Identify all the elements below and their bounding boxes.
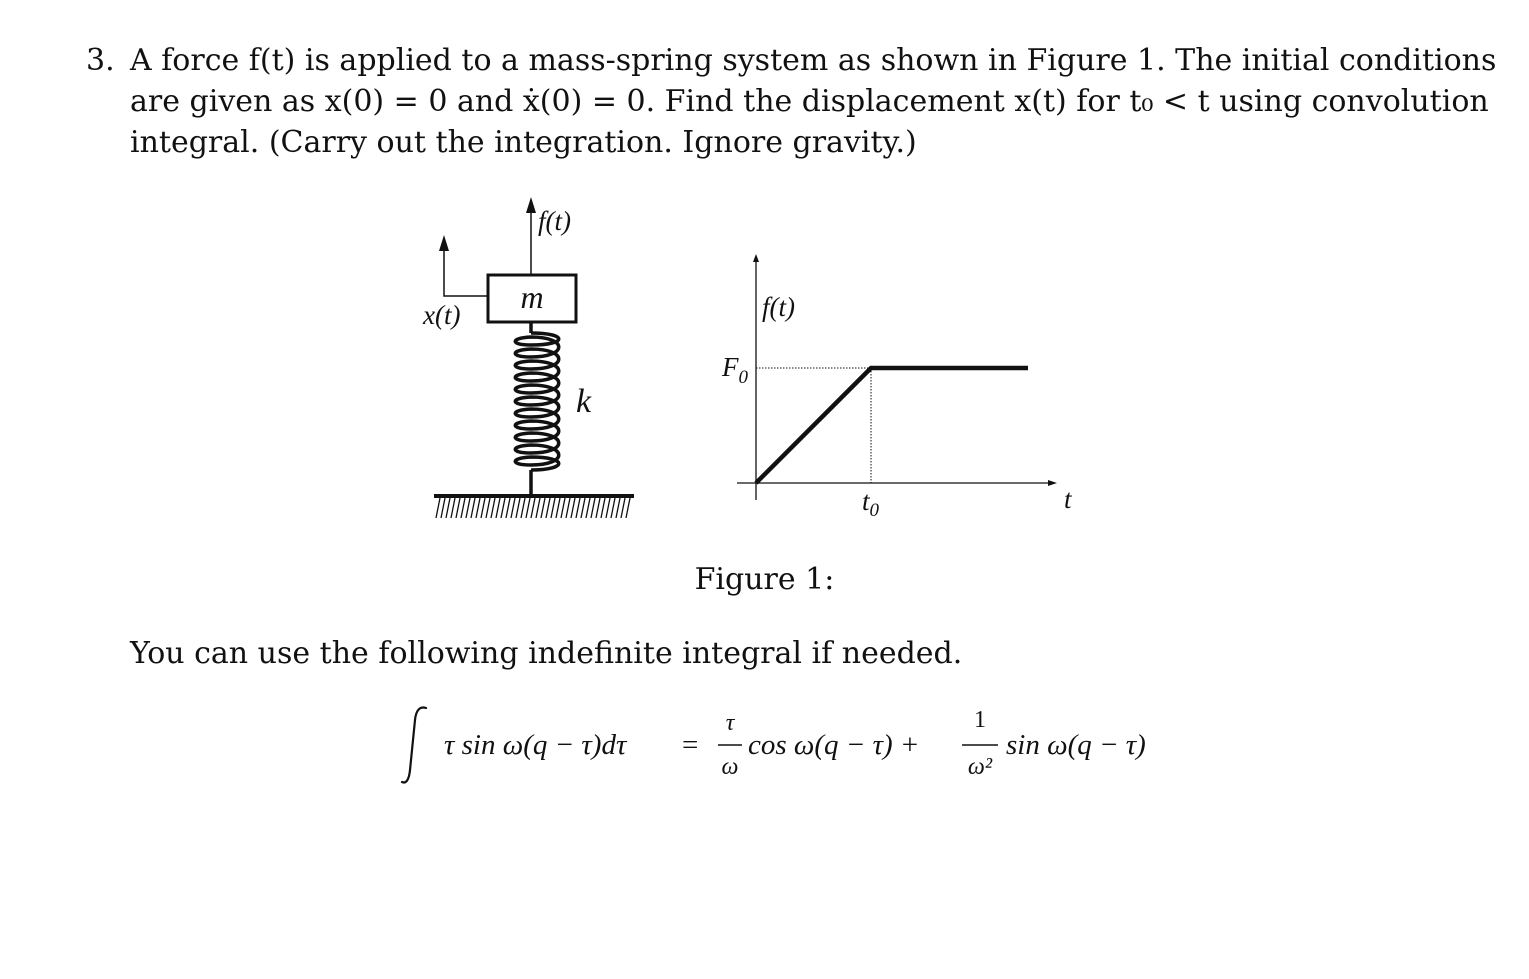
problem-line-1: A force f(t) is applied to a mass-spring system as shown in Figure 1. The initial conditions	[130, 43, 1497, 78]
spring-coil	[515, 322, 559, 496]
equation-lhs: τ sin ω(q − τ)dτ	[444, 729, 627, 761]
integral-equation	[400, 700, 1200, 800]
graph-y-label: f(t)	[762, 292, 795, 322]
frac2-denominator: ω²	[967, 754, 993, 780]
problem-number: 3.	[86, 43, 115, 78]
hint-text: You can use the following indefinite integral if needed.	[130, 636, 963, 671]
displacement-arrow	[444, 240, 488, 296]
ground-hatching	[436, 498, 630, 518]
problem-line-3: integral. (Carry out the integration. Ignore gravity.)	[130, 125, 917, 160]
spring-system	[422, 197, 634, 518]
graph-x-label: t	[1064, 484, 1072, 514]
x-axis-arrowhead-icon	[1048, 480, 1057, 486]
problem-line-2: are given as x(0) = 0 and ẋ(0) = 0. Find the displacement x(t) for t₀ < t using convolution	[130, 84, 1489, 119]
frac1-numerator: τ	[725, 710, 735, 736]
integral-sign-icon	[402, 708, 426, 783]
force-arrowhead-icon	[526, 197, 536, 213]
equation-term2: sin ω(q − τ)	[1006, 729, 1146, 761]
displacement-arrowhead-icon	[439, 235, 449, 251]
graph-t0-label: $t_0$	[862, 486, 880, 521]
y-axis-arrowhead-icon	[753, 254, 759, 262]
equation-term1: cos ω(q − τ) +	[748, 729, 920, 761]
spring-label: k	[576, 383, 592, 420]
equation-equals: =	[682, 729, 699, 761]
force-curve	[756, 368, 1028, 483]
frac1-denominator: ω	[721, 754, 739, 780]
force-label: f(t)	[538, 206, 571, 236]
force-graph	[721, 254, 1073, 521]
graph-f0-label: $F_0$	[722, 352, 748, 388]
displacement-label: x(t)	[423, 300, 461, 330]
figure-caption: Figure 1:	[694, 562, 835, 597]
mass-label: m	[520, 279, 544, 315]
frac2-numerator: 1	[974, 707, 986, 733]
